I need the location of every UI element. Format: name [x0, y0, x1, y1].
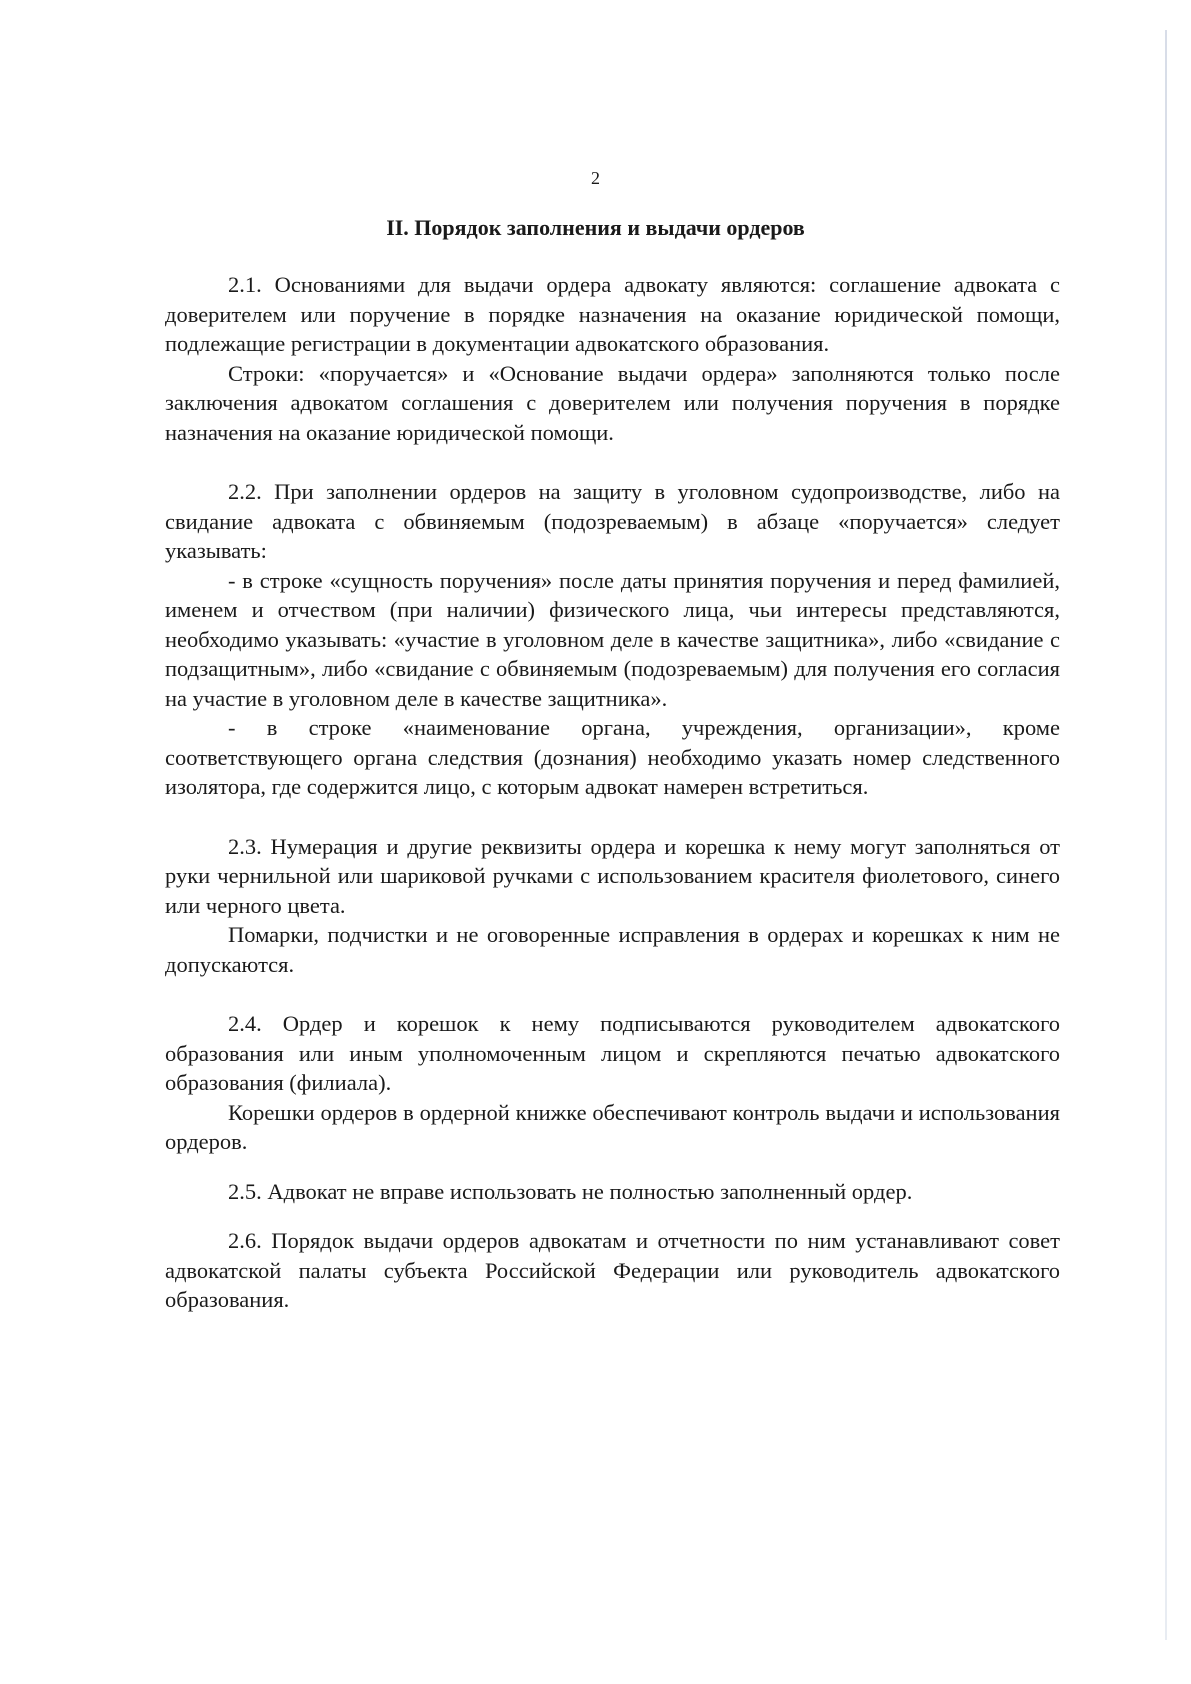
section-title: II. Порядок заполнения и выдачи ордеров	[386, 215, 805, 240]
paragraph-2-3: 2.3. Нумерация и другие реквизиты ордера и корешка к нему могут заполняться от руки чернильной или шариковой ручками с использованием красителя фиолетового, синего или черного цвета.	[165, 833, 1060, 918]
paragraph-stubs: Корешки ордеров в ордерной книжке обеспечивают контроль выдачи и использования ордеров.	[165, 1099, 1060, 1154]
paragraph-2-2: 2.2. При заполнении ордеров на защиту в уголовном судопроизводстве, либо на свидание адвоката с обвиняемым (подозреваемым) в абзаце «поручается» следует указывать:	[165, 479, 1060, 563]
document-body	[165, 270, 1060, 1315]
paragraph-2-6: 2.6. Порядок выдачи ордеров адвокатам и отчетности по ним устанавливают совет адвокатской палаты субъекта Российской Федерации или руководитель адвокатского образования.	[165, 1228, 1060, 1312]
paragraph-essence-line: - в строке «сущность поручения» после даты принятия поручения и перед фамилией, именем и отчеством (при наличии) физического лица, чьи интересы представляются, необходимо указывать: «участие в уголовном деле в качестве защитника», либо «свидание с подзащитным», либо «свидание с обвиняемым (подозреваемым) для получения его согласия на участие в уголовном деле в качестве защитника».	[165, 567, 1060, 711]
paragraph-lines-note: Строки: «поручается» и «Основание выдачи ордера» заполняются только после заключения адвокатом соглашения с доверителем или получения поручения в порядке назначения на оказание юридической помощи.	[165, 360, 1060, 445]
paragraph-corrections: Помарки, подчистки и не оговоренные исправления в ордерах и корешках к ним не допускаются.	[165, 922, 1060, 977]
scan-edge	[1165, 30, 1167, 1640]
paragraph-2-5: 2.5. Адвокат не вправе использовать не полностью заполненный ордер.	[228, 1178, 913, 1204]
paragraph-2-1: 2.1. Основаниями для выдачи ордера адвокату являются: соглашение адвоката с доверителем или поручение в порядке назначения на оказание юридической помощи, подлежащие регистрации в документации адвокатского образования.	[165, 272, 1060, 356]
paragraph-organ-line: - в строке «наименование органа, учреждения, организации», кроме соответствующего органа следствия (дознания) необходимо указать номер следственного изолятора, где содержится лицо, с которым адвокат намерен встретиться.	[165, 715, 1060, 799]
page-number: 2	[591, 168, 600, 188]
paragraph-2-4: 2.4. Ордер и корешок к нему подписываются руководителем адвокатского образования или иным уполномоченным лицом и скрепляются печатью адвокатского образования (филиала).	[165, 1011, 1060, 1095]
